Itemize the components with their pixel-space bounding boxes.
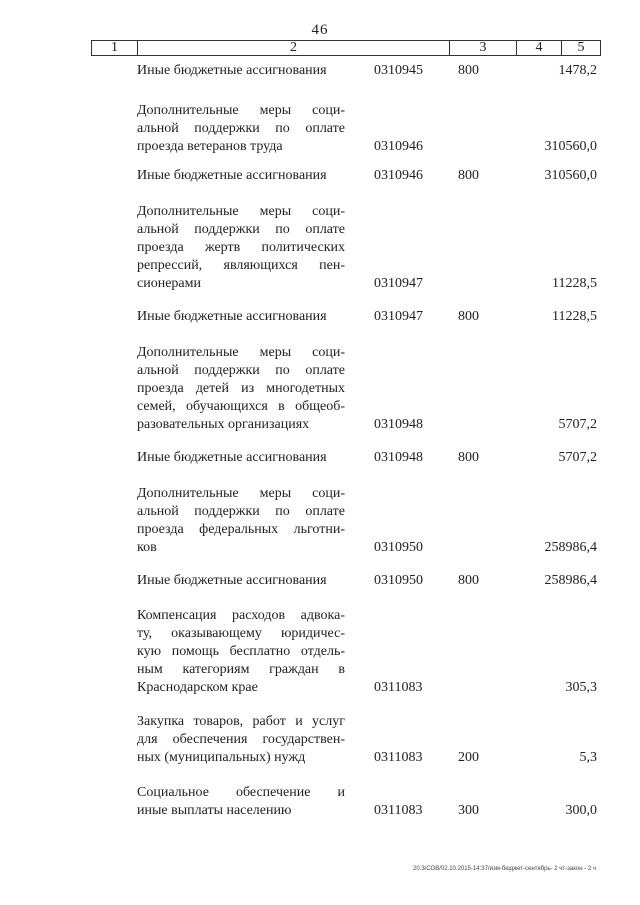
row-description-line: Иные бюджетные ассигнования xyxy=(137,309,327,324)
row-description-line: Дополнительные меры соци- xyxy=(137,345,345,360)
row-description-line: Иные бюджетные ассигнования xyxy=(137,168,327,183)
row-amount: 5,3 xyxy=(579,750,597,765)
row-amount: 300,0 xyxy=(565,803,597,818)
row-expense-type: 300 xyxy=(458,803,479,818)
row-amount: 5707,2 xyxy=(558,417,597,432)
page-number: 46 xyxy=(311,22,329,38)
row-description-line: иные выплаты населению xyxy=(137,803,292,818)
row-description-line: Краснодарском крае xyxy=(137,680,258,695)
row-expense-type: 800 xyxy=(458,450,479,465)
header-col-3: 3 xyxy=(479,40,487,55)
row-code: 0310950 xyxy=(374,540,423,555)
header-col-1: 1 xyxy=(111,40,118,55)
row-description-line: проезда федеральных льготни- xyxy=(137,522,345,537)
header-col-4: 4 xyxy=(535,40,543,55)
row-description-line: Социальное обеспечение и xyxy=(137,785,345,800)
row-description-line: разовательных организациях xyxy=(137,417,310,432)
row-description-line: сионерами xyxy=(137,276,201,291)
row-expense-type: 200 xyxy=(458,750,479,765)
header-col-2: 2 xyxy=(290,40,297,55)
row-description-line: проезда ветеранов труда xyxy=(137,139,283,154)
row-description-line: репрессий, являющихся пен- xyxy=(137,258,345,273)
row-description-line: Иные бюджетные ассигнования xyxy=(137,63,327,78)
row-description-line: проезда детей из многодетных xyxy=(137,381,345,396)
row-description-line: Дополнительные меры соци- xyxy=(137,204,345,219)
row-amount: 258986,4 xyxy=(544,540,597,555)
row-code: 0310948 xyxy=(374,450,423,465)
row-description-line: альной поддержки по оплате xyxy=(137,222,345,237)
header-col-5: 5 xyxy=(577,40,585,55)
row-amount: 305,3 xyxy=(565,680,597,695)
row-code: 0310945 xyxy=(374,63,423,78)
row-amount: 11228,5 xyxy=(552,309,597,324)
row-description-line: проезда жертв политических xyxy=(137,240,345,255)
row-description-line: Иные бюджетные ассигнования xyxy=(137,573,327,588)
row-description-line: для обеспечения государствен- xyxy=(137,732,345,747)
row-expense-type: 800 xyxy=(458,63,479,78)
row-description-line: альной поддержки по оплате xyxy=(137,363,345,378)
row-amount: 310560,0 xyxy=(544,139,597,154)
row-code: 0310950 xyxy=(374,573,423,588)
row-amount: 5707,2 xyxy=(558,450,597,465)
row-description-line: ков xyxy=(137,540,157,555)
row-description-line: Дополнительные меры соци- xyxy=(137,486,345,501)
row-description-line: семей, обучающихся в общеоб- xyxy=(137,399,345,414)
row-expense-type: 800 xyxy=(458,309,479,324)
row-amount: 258986,4 xyxy=(544,573,597,588)
row-amount: 11228,5 xyxy=(552,276,597,291)
row-description-line: альной поддержки по оплате xyxy=(137,504,345,519)
row-description-line: ных (муниципальных) нужд xyxy=(137,750,306,765)
row-description-line: Закупка товаров, работ и услуг xyxy=(137,714,345,729)
table-header xyxy=(91,40,601,56)
row-description-line: альной поддержки по оплате xyxy=(137,121,345,136)
row-description-line: ту, оказывающему юридичес- xyxy=(137,626,345,641)
row-description-line: ным категориям граждан в xyxy=(137,662,345,677)
row-code: 0310947 xyxy=(374,309,423,324)
row-description-line: Компенсация расходов адвока- xyxy=(137,608,345,623)
row-amount: 310560,0 xyxy=(544,168,597,183)
row-code: 0310948 xyxy=(374,417,423,432)
row-code: 0310947 xyxy=(374,276,423,291)
row-expense-type: 800 xyxy=(458,168,479,183)
document-footer: 20.3/СОВ/02.10.2015-14:37/изм-бюджет-сентябрь- 2 чт-закон - 2 ч xyxy=(413,866,596,872)
row-description-line: Дополнительные меры соци- xyxy=(137,103,345,118)
row-expense-type: 800 xyxy=(458,573,479,588)
row-amount: 1478,2 xyxy=(558,63,597,78)
row-code: 0310946 xyxy=(374,139,423,154)
row-code: 0310946 xyxy=(374,168,423,183)
row-description-line: кую помощь бесплатно отдель- xyxy=(137,644,345,659)
row-code: 0311083 xyxy=(374,803,423,818)
row-code: 0311083 xyxy=(374,680,423,695)
row-description-line: Иные бюджетные ассигнования xyxy=(137,450,327,465)
row-code: 0311083 xyxy=(374,750,423,765)
